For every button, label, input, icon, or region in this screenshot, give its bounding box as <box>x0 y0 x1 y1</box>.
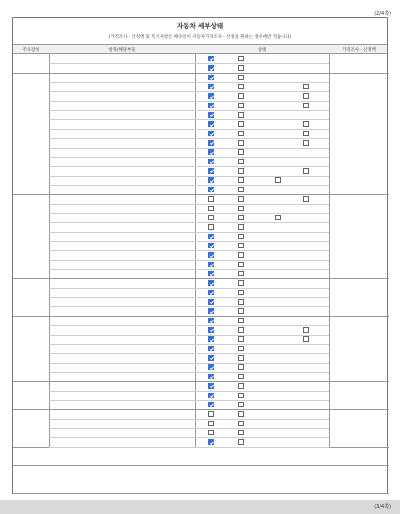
row-divider <box>49 166 329 167</box>
section-divider <box>13 493 389 494</box>
state-checkbox[interactable] <box>238 215 244 221</box>
state-checkbox[interactable] <box>208 243 214 249</box>
state-checkbox[interactable] <box>208 355 214 361</box>
state-checkbox[interactable] <box>238 421 244 427</box>
section-divider <box>13 381 389 382</box>
section-divider <box>13 409 389 410</box>
state-checkbox[interactable] <box>208 262 214 268</box>
state-checkbox[interactable] <box>208 196 214 202</box>
state-checkbox[interactable] <box>275 177 281 183</box>
state-checkbox[interactable] <box>208 383 214 389</box>
state-checkbox[interactable] <box>208 364 214 370</box>
row-divider <box>49 428 329 429</box>
state-checkbox[interactable] <box>303 121 309 127</box>
state-checkbox[interactable] <box>238 383 244 389</box>
state-checkbox[interactable] <box>303 336 309 342</box>
state-checkbox[interactable] <box>208 299 214 305</box>
state-checkbox[interactable] <box>238 196 244 202</box>
row-divider <box>49 176 329 177</box>
state-checkbox[interactable] <box>238 411 244 417</box>
section-divider <box>13 316 389 317</box>
row-divider <box>49 353 329 354</box>
row-divider <box>49 260 329 261</box>
state-checkbox[interactable] <box>238 355 244 361</box>
state-checkbox[interactable] <box>238 65 244 71</box>
state-checkbox[interactable] <box>238 318 244 324</box>
state-checkbox[interactable] <box>303 168 309 174</box>
state-checkbox[interactable] <box>238 56 244 62</box>
state-checkbox[interactable] <box>303 93 309 99</box>
state-checkbox[interactable] <box>208 131 214 137</box>
state-checkbox[interactable] <box>208 271 214 277</box>
header-main-device: 주요장치 <box>22 48 40 53</box>
state-checkbox[interactable] <box>238 439 244 445</box>
state-checkbox[interactable] <box>303 103 309 109</box>
state-checkbox[interactable] <box>238 187 244 193</box>
row-divider <box>49 447 329 448</box>
row-divider <box>49 363 329 364</box>
state-checkbox[interactable] <box>238 336 244 342</box>
state-checkbox[interactable] <box>208 159 214 165</box>
state-checkbox[interactable] <box>303 84 309 90</box>
state-checkbox[interactable] <box>238 224 244 230</box>
state-checkbox[interactable] <box>238 271 244 277</box>
state-checkbox[interactable] <box>238 430 244 436</box>
row-divider <box>49 241 329 242</box>
state-checkbox[interactable] <box>208 421 214 427</box>
row-divider <box>49 325 329 326</box>
row-divider <box>49 400 329 401</box>
state-checkbox[interactable] <box>238 308 244 314</box>
state-checkbox[interactable] <box>238 346 244 352</box>
state-checkbox[interactable] <box>208 327 214 333</box>
state-checkbox[interactable] <box>275 215 281 221</box>
state-checkbox[interactable] <box>208 187 214 193</box>
state-checkbox[interactable] <box>238 262 244 268</box>
row-divider <box>49 148 329 149</box>
state-checkbox[interactable] <box>303 131 309 137</box>
state-checkbox[interactable] <box>208 215 214 221</box>
state-checkbox[interactable] <box>208 393 214 399</box>
row-divider <box>49 138 329 139</box>
state-checkbox[interactable] <box>208 336 214 342</box>
state-checkbox[interactable] <box>208 168 214 174</box>
form-title: 자동차 세부상태 <box>176 22 224 30</box>
state-checkbox[interactable] <box>303 327 309 333</box>
state-checkbox[interactable] <box>208 224 214 230</box>
state-checkbox[interactable] <box>208 140 214 146</box>
row-divider <box>49 204 329 205</box>
state-checkbox[interactable] <box>208 290 214 296</box>
page-number-bottom: (3/4쪽) <box>374 504 391 510</box>
state-checkbox[interactable] <box>208 234 214 240</box>
state-checkbox[interactable] <box>208 346 214 352</box>
state-checkbox[interactable] <box>238 252 244 258</box>
row-divider <box>49 213 329 214</box>
state-checkbox[interactable] <box>238 364 244 370</box>
state-checkbox[interactable] <box>208 121 214 127</box>
state-checkbox[interactable] <box>208 402 214 408</box>
state-checkbox[interactable] <box>238 234 244 240</box>
row-divider <box>49 306 329 307</box>
state-checkbox[interactable] <box>238 393 244 399</box>
column-divider <box>329 54 330 447</box>
row-divider <box>49 91 329 92</box>
state-checkbox[interactable] <box>238 290 244 296</box>
state-checkbox[interactable] <box>208 177 214 183</box>
row-divider <box>49 63 329 64</box>
state-checkbox[interactable] <box>208 65 214 71</box>
row-divider <box>49 297 329 298</box>
page-number-top: (2/4쪽) <box>374 11 391 17</box>
row-divider <box>49 437 329 438</box>
state-checkbox[interactable] <box>238 206 244 212</box>
state-checkbox[interactable] <box>238 140 244 146</box>
state-checkbox[interactable] <box>208 252 214 258</box>
state-checkbox[interactable] <box>238 75 244 81</box>
state-checkbox[interactable] <box>208 84 214 90</box>
row-divider <box>49 372 329 373</box>
form-subtitle: (가격조사 · 산정액 및 특기사항은 매수인이 자동차가격조사 · 산정을 원하는 경우에만 적습니다) <box>108 35 292 40</box>
state-checkbox[interactable] <box>208 374 214 380</box>
section-divider <box>13 194 389 195</box>
state-checkbox[interactable] <box>208 280 214 286</box>
state-checkbox[interactable] <box>208 439 214 445</box>
row-divider <box>49 185 329 186</box>
state-checkbox[interactable] <box>238 159 244 165</box>
state-checkbox[interactable] <box>303 140 309 146</box>
row-divider <box>49 344 329 345</box>
state-checkbox[interactable] <box>238 149 244 155</box>
state-checkbox[interactable] <box>238 93 244 99</box>
state-checkbox[interactable] <box>238 280 244 286</box>
row-divider <box>49 250 329 251</box>
state-checkbox[interactable] <box>208 75 214 81</box>
state-checkbox[interactable] <box>208 93 214 99</box>
state-checkbox[interactable] <box>238 177 244 183</box>
state-checkbox[interactable] <box>208 103 214 109</box>
state-checkbox[interactable] <box>303 196 309 202</box>
state-checkbox[interactable] <box>238 84 244 90</box>
row-divider <box>49 269 329 270</box>
row-divider <box>49 419 329 420</box>
state-checkbox[interactable] <box>208 112 214 118</box>
state-checkbox[interactable] <box>208 56 214 62</box>
section-divider <box>13 465 389 466</box>
row-divider <box>49 110 329 111</box>
section-divider <box>13 73 389 74</box>
state-checkbox[interactable] <box>238 402 244 408</box>
state-checkbox[interactable] <box>238 299 244 305</box>
header-state: 상태 <box>257 48 267 53</box>
row-divider <box>49 129 329 130</box>
row-divider <box>49 288 329 289</box>
row-divider <box>49 101 329 102</box>
state-checkbox[interactable] <box>238 243 244 249</box>
row-divider <box>49 82 329 83</box>
row-divider <box>49 232 329 233</box>
state-checkbox[interactable] <box>208 430 214 436</box>
vehicle-detail-form <box>12 17 388 494</box>
table-header <box>13 44 387 54</box>
state-checkbox[interactable] <box>208 206 214 212</box>
state-checkbox[interactable] <box>238 112 244 118</box>
row-divider <box>49 335 329 336</box>
state-checkbox[interactable] <box>208 308 214 314</box>
state-checkbox[interactable] <box>238 121 244 127</box>
row-divider <box>49 391 329 392</box>
state-checkbox[interactable] <box>238 168 244 174</box>
row-divider <box>49 119 329 120</box>
header-item: 항목/해당부품 <box>108 48 136 53</box>
header-price: 가격조사 · 산정액 <box>342 48 376 53</box>
state-checkbox[interactable] <box>208 149 214 155</box>
state-checkbox[interactable] <box>208 411 214 417</box>
section-divider <box>13 278 389 279</box>
state-checkbox[interactable] <box>238 327 244 333</box>
state-checkbox[interactable] <box>238 131 244 137</box>
row-divider <box>49 222 329 223</box>
state-checkbox[interactable] <box>238 374 244 380</box>
state-checkbox[interactable] <box>208 318 214 324</box>
row-divider <box>49 157 329 158</box>
state-checkbox[interactable] <box>238 103 244 109</box>
